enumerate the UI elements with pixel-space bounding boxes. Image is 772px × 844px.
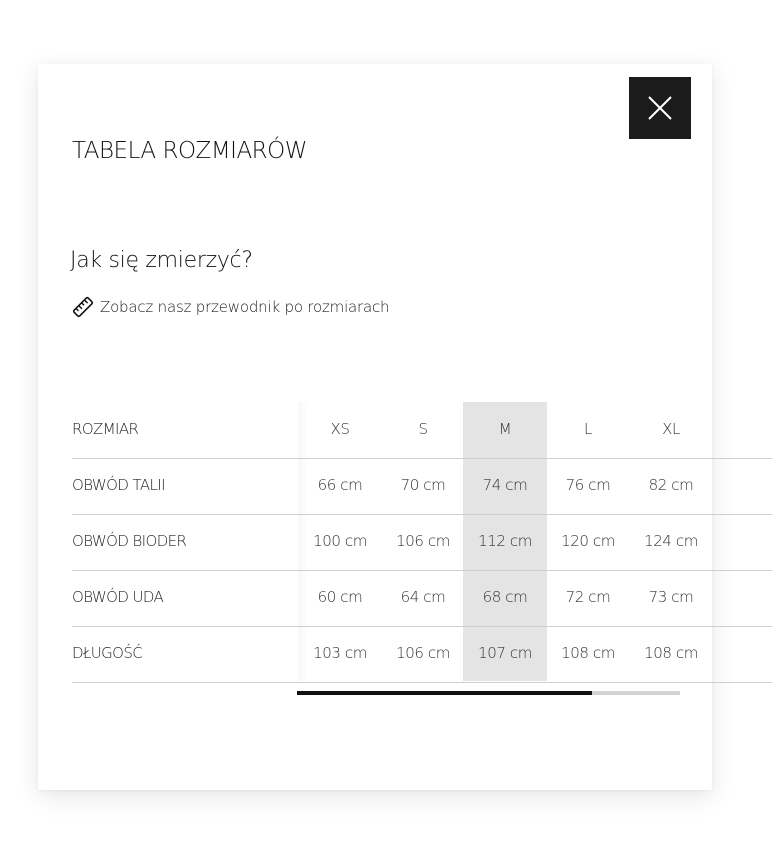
row-label: OBWÓD BIODER	[72, 532, 187, 550]
table-cell: 106 cm	[396, 532, 450, 550]
header-label: ROZMIAR	[72, 420, 139, 438]
table-cell: 64 cm	[400, 588, 446, 606]
table-scrollbar[interactable]	[297, 691, 680, 695]
size-header: XS	[330, 420, 350, 438]
close-button[interactable]	[629, 77, 691, 139]
table-cell: 108 cm	[561, 644, 615, 662]
table-row	[72, 626, 772, 683]
size-guide-link[interactable]	[72, 296, 389, 318]
table-cell: 124 cm	[644, 532, 698, 550]
table-row	[72, 570, 772, 627]
size-chart-modal	[38, 64, 712, 790]
table-cell: 68 cm	[482, 588, 528, 606]
table-cell: 106 cm	[396, 644, 450, 662]
table-cell: 112 cm	[478, 532, 532, 550]
how-to-measure-heading: Jak się zmierzyć?	[70, 248, 253, 273]
table-cell: 70 cm	[400, 476, 446, 494]
row-label: DŁUGOŚĆ	[72, 644, 143, 662]
table-cell: 66 cm	[317, 476, 363, 494]
size-header: XL	[662, 420, 680, 438]
table-cell: 73 cm	[648, 588, 694, 606]
table-cell: 103 cm	[313, 644, 367, 662]
size-header: L	[584, 420, 592, 438]
row-label: OBWÓD UDA	[72, 588, 164, 606]
table-cell: 120 cm	[561, 532, 615, 550]
modal-title: TABELA ROZMIARÓW	[72, 138, 308, 164]
table-header-row	[72, 402, 772, 459]
table-cell: 107 cm	[478, 644, 532, 662]
table-cell: 72 cm	[565, 588, 611, 606]
table-row	[72, 458, 772, 515]
row-label: OBWÓD TALII	[72, 476, 165, 494]
ruler-icon	[72, 296, 94, 318]
size-guide-label: Zobacz nasz przewodnik po rozmiarach	[100, 298, 390, 316]
table-cell: 82 cm	[648, 476, 694, 494]
size-table[interactable]	[72, 402, 698, 682]
size-header: M	[498, 420, 512, 438]
table-cell: 108 cm	[644, 644, 698, 662]
table-cell: 76 cm	[565, 476, 611, 494]
table-cell: 60 cm	[317, 588, 363, 606]
close-icon	[647, 95, 673, 121]
scrollbar-thumb[interactable]	[297, 691, 592, 695]
table-cell: 100 cm	[313, 532, 367, 550]
table-cell: 74 cm	[482, 476, 528, 494]
size-header: S	[418, 420, 428, 438]
table-row	[72, 514, 772, 571]
